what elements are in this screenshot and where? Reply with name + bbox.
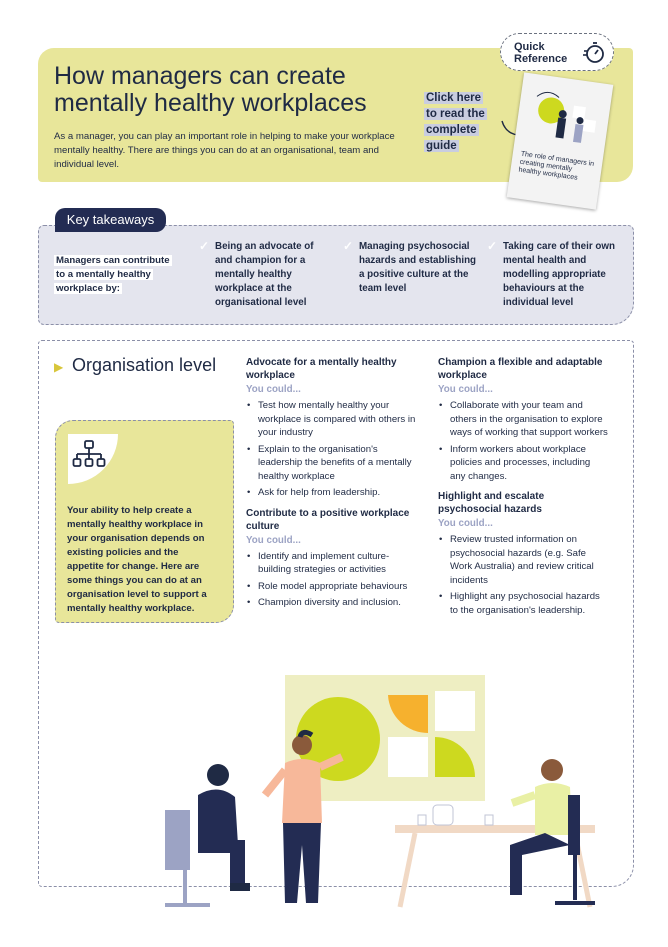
key-takeaways-tag: Key takeaways <box>55 208 166 232</box>
play-triangle-icon: ▶ <box>54 360 64 374</box>
you-could-label: You could... <box>246 384 301 395</box>
takeaway-item: Taking care of their own mental health and modelling appropriate behaviours at the individual level <box>503 241 615 308</box>
list-item: • Champion diversity and inclusion. <box>246 596 421 610</box>
key-takeaways-lead-line3: workplace by: <box>56 283 120 294</box>
key-takeaways-lead-line2: to a mentally healthy <box>56 269 151 280</box>
list-item: • Test how mentally healthy your workplace is compared with others in your industry <box>246 399 421 440</box>
list-item: • Role model appropriate behaviours <box>246 580 421 594</box>
list-item: • Inform workers about workplace policies and processes, including any changes. <box>438 443 608 484</box>
intro-text: As a manager, you can play an important role in helping to make your workplace mentally healthy. There are things you can do at an organisational, team and individual level. <box>54 131 395 170</box>
list-item: • Highlight any psychosocial hazards to the organisation's leadership. <box>438 590 608 617</box>
section-title: Organisation level <box>72 355 217 375</box>
read-guide-link-line3[interactable]: complete guide <box>426 124 477 152</box>
read-guide-link[interactable] <box>424 90 512 154</box>
page-title <box>54 63 454 117</box>
bullet-list <box>438 399 608 483</box>
guide-cover-thumbnail[interactable] <box>507 72 614 209</box>
you-could-label: You could... <box>438 384 493 395</box>
you-could-label: You could... <box>246 534 301 546</box>
quick-reference-word1: Quick <box>514 41 545 53</box>
page-title-line-2: mentally healthy workplaces <box>54 89 367 117</box>
list-item: • Review trusted information on psychosocial hazards (e.g. Safe Work Australia) and review critical incidents <box>438 533 608 587</box>
takeaway-item: Being an advocate of and champion for a mentally healthy workplace at the organisational level <box>215 241 314 308</box>
bullet-list <box>246 399 421 500</box>
org-chart-icon <box>72 440 106 470</box>
guide-cover-illustration <box>520 81 606 157</box>
list-item: • Identify and implement culture-building strategies or activities <box>246 550 421 577</box>
section-heading: Highlight and escalate psychosocial hazards <box>438 491 545 515</box>
read-guide-link-line2[interactable]: to read the <box>426 108 485 120</box>
key-takeaways-lead <box>54 254 184 296</box>
quick-reference-label <box>514 41 574 65</box>
list-item: • Ask for help from leadership. <box>246 486 421 500</box>
key-takeaways-lead-line1: Managers can contribute <box>56 255 170 266</box>
workplace-illustration <box>150 675 610 915</box>
check-icon: ✓ <box>343 239 354 253</box>
section-heading: Advocate for a mentally healthy workplace <box>246 357 397 381</box>
check-icon: ✓ <box>199 239 210 253</box>
guide-cover-title: The role of managers in creating mentally healthy workplaces <box>518 150 595 182</box>
bullet-list <box>246 550 421 610</box>
bullet-list <box>438 533 608 617</box>
section-heading: Contribute to a positive workplace culture <box>246 507 410 532</box>
page-title-line-1: How managers can create <box>54 62 346 90</box>
read-guide-link-line1[interactable]: Click here <box>426 92 481 104</box>
you-could-label: You could... <box>438 518 493 529</box>
list-item: • Collaborate with your team and others in the organisation to explore ways of working that support workers <box>438 399 608 440</box>
organisation-card-text: Your ability to help create a mentally healthy workplace in your organisation depends on existing policies and the appetite for change. Here are some things you can do at an organisation level to support a mentally healthy workplace. <box>67 505 207 614</box>
list-item: • Explain to the organisation's leadership the benefits of a mentally healthy workplace <box>246 443 421 484</box>
timer-icon <box>582 40 606 64</box>
check-icon: ✓ <box>487 239 498 253</box>
section-champion <box>438 356 608 620</box>
section-heading: Champion a flexible and adaptable workplace <box>438 357 603 381</box>
section-advocate <box>246 356 421 613</box>
takeaway-item: Managing psychosocial hazards and establishing a positive culture at the team level <box>359 241 477 294</box>
quick-reference-word2: Reference <box>514 53 568 65</box>
